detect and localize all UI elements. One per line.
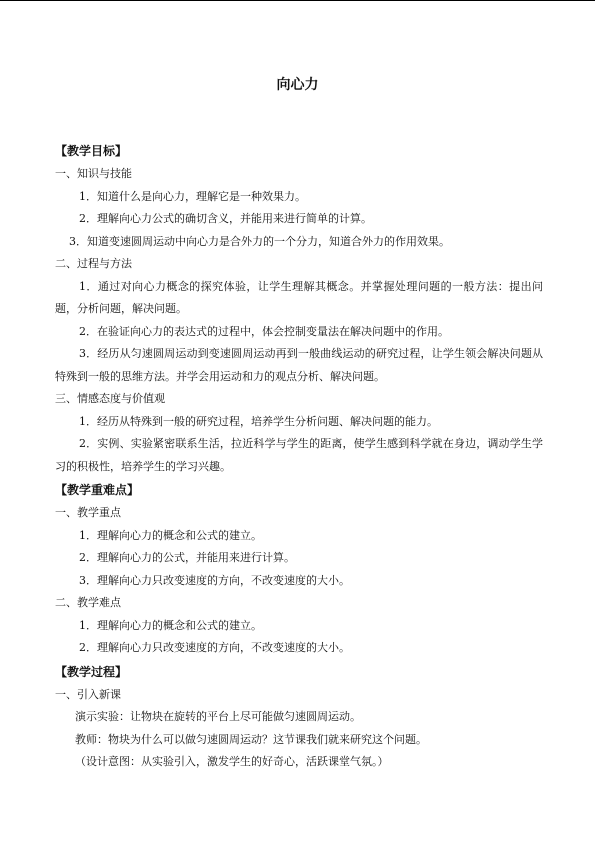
list-item: 1．理解向心力的概念和公式的建立。 (79, 528, 262, 542)
list-item: 2．理解向心力的公式，并能用来进行计算。 (79, 551, 295, 564)
top-border-line (0, 0, 595, 1)
subheading-attitudes-values: 三、情感态度与价值观 (55, 392, 165, 405)
list-item: 2．实例、实验紧密联系生活，拉近科学与学生的距离，使学生感到科学就在身边，调动学生学习的积极性，培养学生的学习兴趣。 (55, 437, 543, 473)
subheading-process-methods: 二、过程与方法 (55, 257, 132, 270)
list-item: 1．知道什么是向心力，理解它是一种效果力。 (79, 189, 306, 203)
list-item: 2．在验证向心力的表达式的过程中，体会控制变量法在解决问题中的作用。 (79, 324, 449, 338)
subheading-difficult-points: 二、教学难点 (55, 596, 121, 609)
section-heading-teaching-process: 【教学过程】 (55, 664, 128, 679)
subheading-key-points: 一、教学重点 (55, 506, 121, 519)
subheading-knowledge-skills: 一、知识与技能 (55, 167, 132, 180)
list-item: 1．通过对向心力概念的探究体验，让学生理解其概念。并掌握处理问题的一般方法：提出问题，分析问题，解决问题。 (55, 279, 543, 315)
document-body (55, 139, 543, 774)
paragraph-line: 教师：物块为什么可以做匀速圆周运动？这节课我们就来研究这个问题。 (75, 732, 427, 746)
list-item: 1．理解向心力的概念和公式的建立。 (79, 618, 262, 632)
section-heading-teaching-goals: 【教学目标】 (55, 144, 128, 158)
section-heading-key-difficult-points: 【教学重难点】 (55, 483, 140, 497)
list-item: 3．知道变速圆周运动中向心力是合外力的一个分力，知道合外力的作用效果。 (69, 234, 450, 248)
list-item: 3．理解向心力只改变速度的方向，不改变速度的大小。 (79, 573, 350, 587)
list-item: 1．经历从特殊到一般的研究过程，培养学生分析问题、解决问题的能力。 (79, 414, 438, 428)
paragraph-line: （设计意图：从实验引入，激发学生的好奇心，活跃课堂气氛。） (75, 755, 389, 768)
subheading-introduction: 一、引入新课 (55, 687, 121, 701)
document-title: 向心力 (276, 77, 319, 93)
list-item: 2．理解向心力只改变速度的方向，不改变速度的大小。 (79, 641, 350, 654)
paragraph-line: 演示实验：让物块在旋转的平台上尽可能做匀速圆周运动。 (75, 710, 361, 723)
list-item: 3．经历从匀速圆周运动到变速圆周运动再到一般曲线运动的研究过程，让学生领会解决问题从特殊到一般的思维方法。并学会用运动和力的观点分析、解决问题。 (55, 347, 543, 383)
list-item: 2．理解向心力公式的确切含义，并能用来进行简单的计算。 (79, 212, 372, 225)
